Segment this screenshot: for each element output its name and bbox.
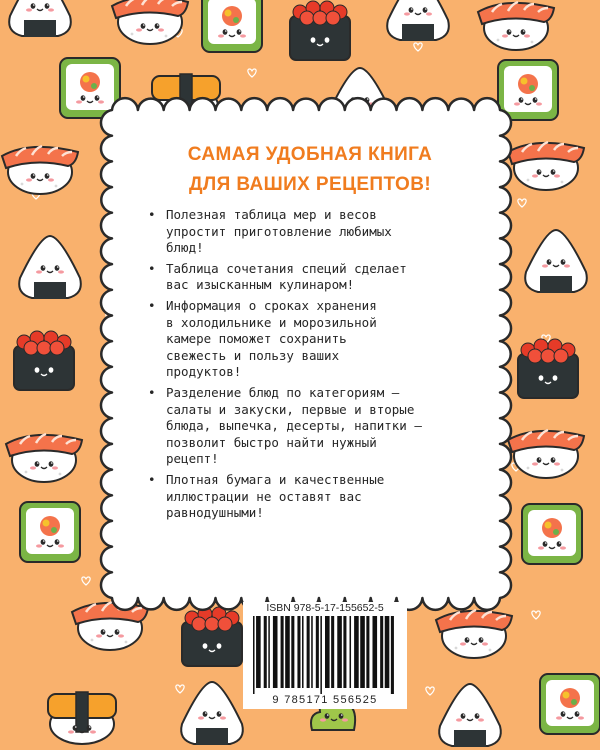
onigiri-icon xyxy=(9,0,71,37)
barcode-bar xyxy=(285,616,290,688)
barcode-bar xyxy=(273,616,278,688)
barcode-bar xyxy=(320,616,322,694)
barcode-bar xyxy=(307,616,310,688)
barcode-bar xyxy=(291,616,294,688)
ikura-gunkan-icon xyxy=(182,607,242,666)
list-item: • Разделение блюд по категориям — салаты и закуски, первые и вторые блюда, выпечка, десерты, напитки — позволит быстро найти нужный рецепт! xyxy=(146,385,476,468)
barcode-bar xyxy=(331,616,334,688)
barcode-bar xyxy=(354,616,359,688)
barcode-bar xyxy=(256,616,261,688)
isbn-label: ISBN 978-5-17-155652-5 xyxy=(266,602,384,614)
ikura-gunkan-icon xyxy=(518,339,578,398)
barcode-bar xyxy=(297,616,300,688)
maki-roll-icon xyxy=(540,674,600,734)
barcode-bar xyxy=(366,616,369,688)
list-item: • Полезная таблица мер и весов упростит приготовление любимых блюд! xyxy=(146,207,476,257)
barcode-bar xyxy=(350,616,352,688)
barcode-bar xyxy=(311,616,313,688)
barcode-bar xyxy=(253,616,255,694)
maki-roll-icon xyxy=(202,0,262,52)
barcode-bar xyxy=(302,616,304,688)
barcode-bar xyxy=(380,616,383,688)
barcode-bar xyxy=(360,616,365,688)
tamago-nigiri-icon xyxy=(48,692,116,744)
barcode-bar xyxy=(264,616,267,688)
barcode-bar xyxy=(385,616,390,688)
list-item: • Таблица сочетания специй сделает вас изысканным кулинаром! xyxy=(146,261,476,294)
maki-roll-icon xyxy=(498,60,558,120)
isbn-barcode xyxy=(243,602,407,709)
list-item: • Плотная бумага и качественные иллюстрации не оставят вас равнодушными! xyxy=(146,472,476,522)
barcode-bar xyxy=(337,616,342,688)
barcode-bar xyxy=(391,616,394,694)
barcode-bar xyxy=(268,616,270,688)
barcode-digits: 9 785171 556525 xyxy=(272,694,378,706)
barcode-bars xyxy=(243,616,407,694)
barcode-bar xyxy=(372,616,377,688)
headline xyxy=(140,140,480,200)
maki-roll-icon xyxy=(522,504,582,564)
onigiri-icon xyxy=(387,0,449,41)
ikura-gunkan-icon xyxy=(14,331,74,390)
feature-list xyxy=(146,207,476,526)
maki-roll-icon xyxy=(20,502,80,562)
barcode-bar xyxy=(281,616,284,688)
barcode-bar xyxy=(343,616,346,688)
ikura-gunkan-icon xyxy=(290,1,350,60)
headline-line: САМАЯ УДОБНАЯ КНИГА xyxy=(187,144,433,165)
list-item: • Информация о сроках хранения в холодильнике и морозильной камере поможет сохранить свежесть и пользу ваших продуктов! xyxy=(146,298,476,381)
headline-line: ДЛЯ ВАШИХ РЕЦЕПТОВ! xyxy=(188,174,432,195)
barcode-bar xyxy=(316,616,319,688)
barcode-bar xyxy=(325,616,330,688)
